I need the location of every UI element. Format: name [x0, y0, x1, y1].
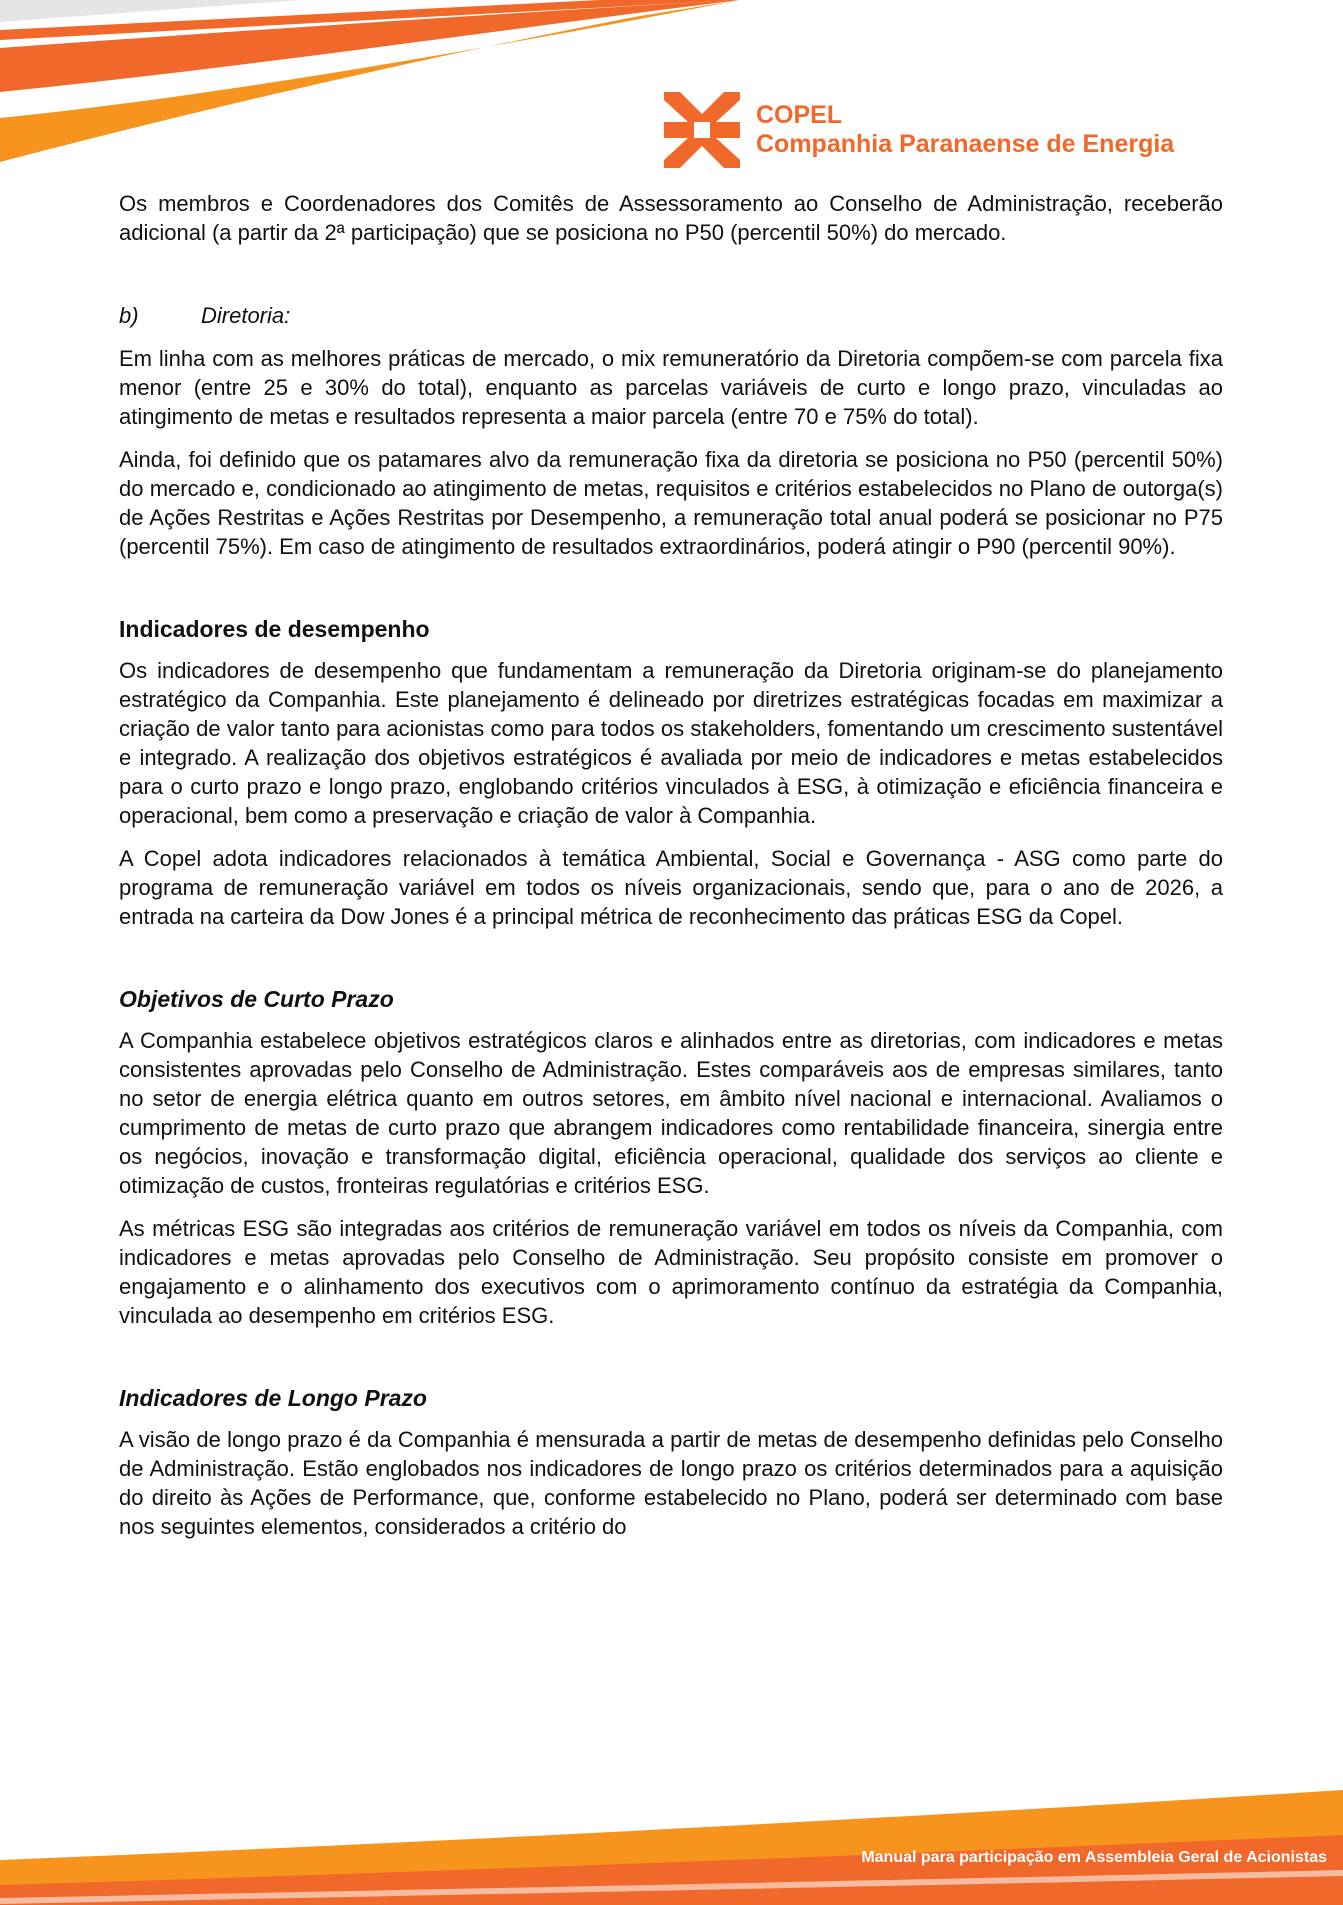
section-heading-longo-prazo: Indicadores de Longo Prazo [119, 1385, 427, 1411]
paragraph: A Copel adota indicadores relacionados à temática Ambiental, Social e Governança - ASG como parte do programa de remuneração variável em todos os níveis organizacionais, sendo que, para o ano de 2026, a entrada na carteira da Dow Jones é a principal métrica de reconhecimento das práticas ESG da Copel. [119, 846, 1223, 929]
footer-swoosh [0, 1790, 1343, 1905]
subsection-title: Diretoria: [201, 303, 291, 328]
intro-paragraph: Os membros e Coordenadores dos Comitês de Assessoramento ao Conselho de Administração, receberão adicional (a partir da 2ª participação) que se posiciona no P50 (percentil 50%) do mercado. [119, 191, 1223, 245]
subsection-letter: b) [119, 303, 139, 328]
document-body [119, 189, 1223, 1555]
copel-logo-icon [664, 92, 740, 168]
paragraph: As métricas ESG são integradas aos critérios de remuneração variável em todos os níveis da Companhia, com indicadores e metas aprovadas pelo Conselho de Administração. Seu propósito consiste em promover o engajamento e o alinhamento dos executivos com o aprimoramento contínuo da estratégia da Companhia, vinculada ao desempenho em critérios ESG. [119, 1216, 1223, 1328]
paragraph: Os indicadores de desempenho que fundamentam a remuneração da Diretoria originam-se do planejamento estratégico da Companhia. Este planejamento é delineado por diretrizes estratégicas focadas em maximizar a criação de valor tanto para acionistas como para todos os stakeholders, fomentando um crescimento sustentável e integrado. A realização dos objetivos estratégicos é avaliada por meio de indicadores e metas estabelecidos para o curto prazo e longo prazo, englobando critérios vinculados à ESG, à otimização e eficiência financeira e operacional, bem como a preservação e criação de valor à Companhia. [119, 658, 1223, 828]
footer-caption: Manual para participação em Assembleia Geral de Acionistas [861, 1849, 1327, 1866]
paragraph: A Companhia estabelece objetivos estratégicos claros e alinhados entre as diretorias, com indicadores e metas consistentes aprovadas pelo Conselho de Administração. Estes comparáveis aos de empresas similares, tanto no setor de energia elétrica quanto em outros setores, em âmbito nível nacional e internacional. Avaliamos o cumprimento de metas de curto prazo que abrangem indicadores como rentabilidade financeira, sinergia entre os negócios, inovação e transformação digital, eficiência operacional, qualidade dos serviços ao cliente e otimização de custos, fronteiras regulatórias e critérios ESG. [119, 1028, 1223, 1198]
section-heading-indicadores: Indicadores de desempenho [119, 616, 430, 642]
paragraph: Ainda, foi definido que os patamares alvo da remuneração fixa da diretoria se posiciona no P50 (percentil 50%) do mercado e, condicionado ao atingimento de metas, requisitos e critérios estabelecidos no Plano de outorga(s) de Ações Restritas e Ações Restritas por Desempenho, a remuneração total anual poderá se posicionar no P75 (percentil 75%). Em caso de atingimento de resultados extraordinários, poderá atingir o P90 (percentil 90%). [119, 447, 1223, 559]
company-logo [664, 92, 1174, 168]
logo-brand-name: COPEL [756, 101, 843, 129]
subsection-diretoria [119, 301, 1223, 330]
section-heading-curto-prazo: Objetivos de Curto Prazo [119, 986, 394, 1012]
paragraph: Em linha com as melhores práticas de mercado, o mix remuneratório da Diretoria compõem-se com parcela fixa menor (entre 25 e 30% do total), enquanto as parcelas variáveis de curto e longo prazo, vinculadas ao atingimento de metas e resultados representa a maior parcela (entre 70 e 75% do total). [119, 346, 1223, 429]
logo-company-name: Companhia Paranaense de Energia [756, 130, 1175, 158]
paragraph: A visão de longo prazo é da Companhia é mensurada a partir de metas de desempenho definidas pelo Conselho de Administração. Estão englobados nos indicadores de longo prazo os critérios determinados para a aquisição do direito às Ações de Performance, que, conforme estabelecido no Plano, poderá ser determinado com base nos seguintes elementos, considerados a critério do [119, 1427, 1223, 1539]
